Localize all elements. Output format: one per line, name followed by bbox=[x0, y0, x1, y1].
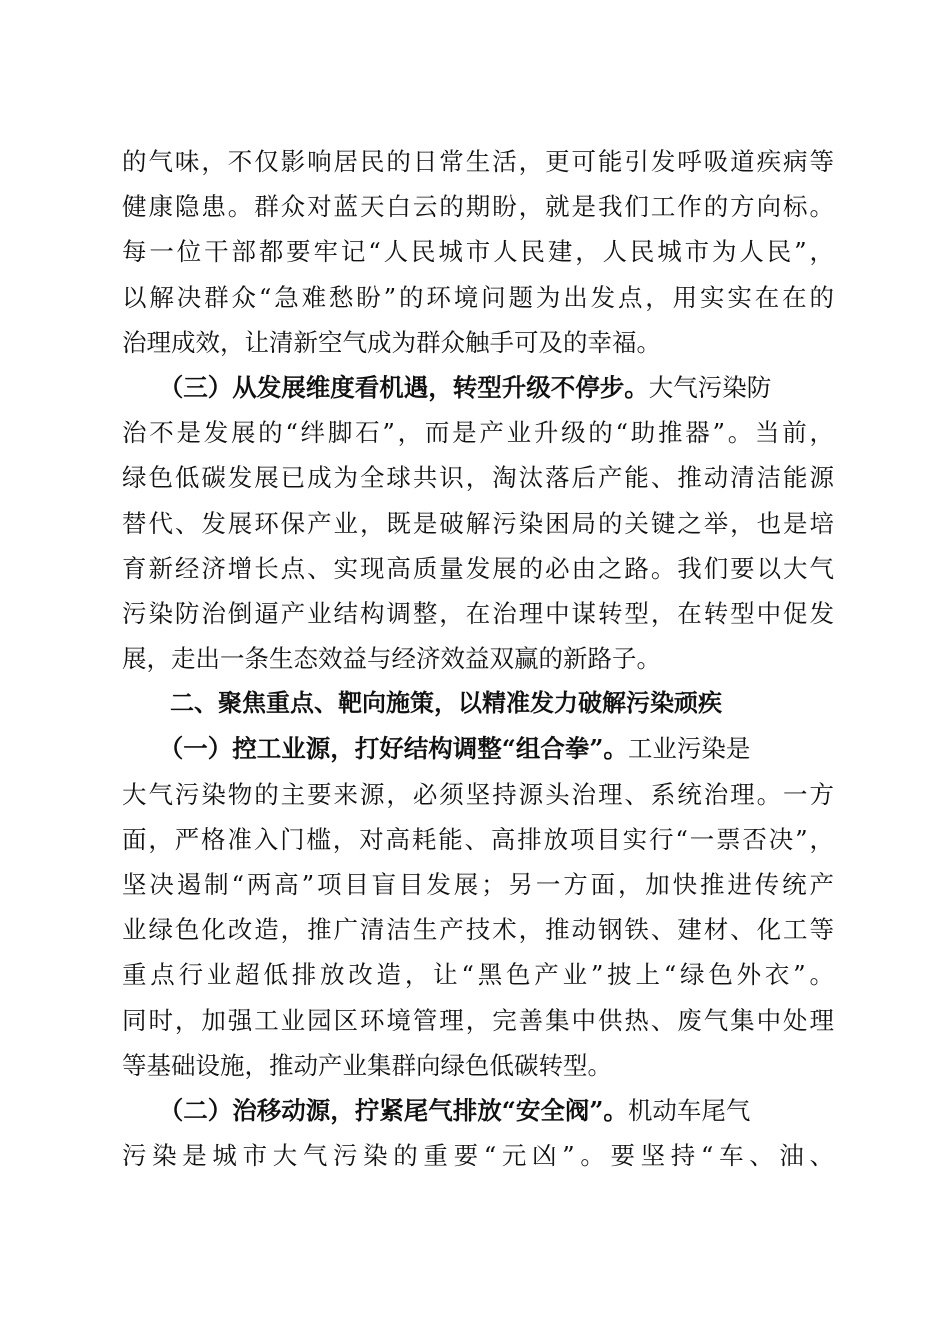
section-heading: 二、聚焦重点、靶向施策，以精准发力破解污染顽疾 bbox=[122, 689, 722, 718]
paragraph-4-line-1 bbox=[122, 1088, 834, 1133]
paragraph-2-first-rest: 大气污染防 bbox=[648, 372, 772, 402]
paragraph-3-line-5: 业绿色化改造，推广清洁生产技术，推动钢铁、建材、化工等 bbox=[122, 915, 834, 945]
document-body bbox=[122, 139, 834, 1178]
paragraph-1-line-4: 以解决群众“急难愁盼”的环境问题为出发点，用实实在在的 bbox=[122, 282, 834, 312]
paragraph-2-line-4: 替代、发展环保产业，既是破解污染困局的关键之举，也是培 bbox=[122, 508, 834, 538]
paragraph-4-first-rest: 机动车尾气 bbox=[627, 1095, 751, 1125]
paragraph-2-line-6: 污染防治倒逼产业结构调整，在治理中谋转型，在转型中促发 bbox=[122, 598, 834, 628]
paragraph-2-line-2: 治不是发展的“绊脚石”，而是产业升级的“助推器”。当前， bbox=[122, 418, 834, 448]
paragraph-2-lead: （三）从发展维度看机遇，转型升级不停步。 bbox=[122, 372, 649, 402]
paragraph-1-line-2: 健康隐患。群众对蓝天白云的期盼，就是我们工作的方向标。 bbox=[122, 192, 834, 222]
paragraph-2-line-3: 绿色低碳发展已成为全球共识，淘汰落后产能、推动清洁能源 bbox=[122, 463, 834, 493]
paragraph-3-line-6: 重点行业超低排放改造，让“黑色产业”披上“绿色外衣”。 bbox=[122, 960, 834, 990]
paragraph-3-line-8: 等基础设施，推动产业集群向绿色低碳转型。 bbox=[122, 1050, 612, 1080]
paragraph-3-first-rest: 工业污染是 bbox=[627, 734, 751, 764]
paragraph-3-line-4: 坚决遏制“两高”项目盲目发展；另一方面，加快推进传统产 bbox=[122, 870, 834, 899]
paragraph-1-line-5: 治理成效，让清新空气成为群众触手可及的幸福。 bbox=[122, 327, 661, 357]
paragraph-3-lead: （一）控工业源，打好结构调整“组合拳”。 bbox=[122, 734, 628, 764]
paragraph-4-line-2: 污染是城市大气污染的重要“元凶”。要坚持“车、油、 bbox=[122, 1141, 834, 1171]
paragraph-1-line-1: 的气味，不仅影响居民的日常生活，更可能引发呼吸道疾病等 bbox=[122, 147, 834, 176]
paragraph-2-line-7: 展，走出一条生态效益与经济效益双赢的新路子。 bbox=[122, 644, 661, 674]
paragraph-2-line-1 bbox=[122, 365, 834, 410]
paragraph-3-line-1 bbox=[122, 726, 834, 771]
paragraph-2-line-5: 育新经济增长点、实现高质量发展的必由之路。我们要以大气 bbox=[122, 553, 834, 583]
paragraph-3-line-2: 大气污染物的主要来源，必须坚持源头治理、系统治理。一方 bbox=[122, 779, 834, 809]
paragraph-3-line-7: 同时，加强工业园区环境管理，完善集中供热、废气集中处理 bbox=[122, 1005, 834, 1035]
paragraph-1-line-3: 每一位干部都要牢记“人民城市人民建，人民城市为人民”， bbox=[122, 237, 834, 267]
paragraph-3-line-3: 面，严格准入门槛，对高耗能、高排放项目实行“一票否决”， bbox=[122, 824, 834, 854]
paragraph-4-lead: （二）治移动源，拧紧尾气排放“安全阀”。 bbox=[122, 1095, 628, 1125]
